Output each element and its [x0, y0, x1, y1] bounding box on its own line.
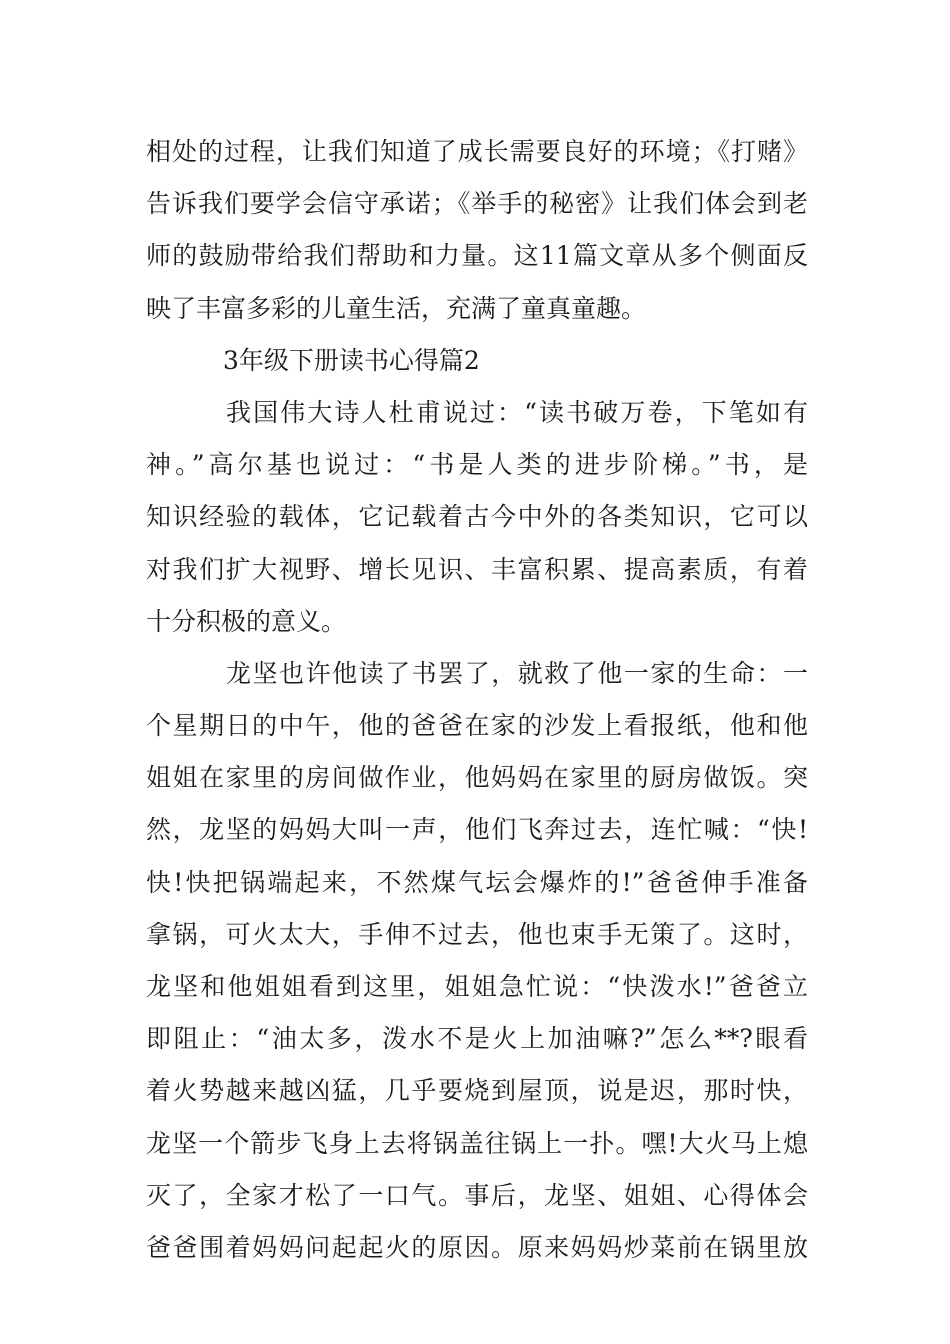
text-line: 知识经验的载体，它记载着古今中外的各类知识，它可以	[146, 502, 808, 532]
text-line: 爸爸围着妈妈问起起火的原因。原来妈妈炒菜前在锅里放	[146, 1232, 808, 1262]
paragraph-first-line: 龙坚也许他读了书罢了，就救了他一家的生命：一	[226, 658, 808, 688]
text-line: 师的鼓励带给我们帮助和力量。这11篇文章从多个侧面反	[146, 241, 808, 271]
text-line: 拿锅，可火太大，手伸不过去，他也束手无策了。这时，	[146, 919, 808, 949]
text-line: 龙坚和他姐姐看到这里，姐姐急忙说：“快泼水!”爸爸立	[146, 972, 808, 1001]
document-body	[146, 126, 808, 1274]
paragraph-first-line: 我国伟大诗人杜甫说过：“读书破万卷，下笔如有	[226, 397, 808, 427]
section-heading: 3年级下册读书心得篇2	[223, 345, 480, 375]
text-line: 对我们扩大视野、增长见识、丰富积累、提高素质，有着	[146, 554, 808, 584]
text-line: 灭了，全家才松了一口气。事后，龙坚、姐姐、心得体会	[146, 1180, 808, 1210]
text-line: 个星期日的中午，他的爸爸在家的沙发上看报纸，他和他	[146, 711, 808, 741]
paragraph-last-line: 映了丰富多彩的儿童生活，充满了童真童趣。	[146, 293, 647, 323]
text-line: 即阻止：“油太多，泼水不是火上加油嘛?”怎么**?眼看	[146, 1024, 808, 1054]
text-line: 告诉我们要学会信守承诺；《举手的秘密》让我们体会到老	[146, 189, 808, 219]
text-line: 然，龙坚的妈妈大叫一声，他们飞奔过去，连忙喊：“快!	[146, 815, 808, 845]
text-line: 姐姐在家里的房间做作业，他妈妈在家里的厨房做饭。突	[146, 763, 808, 793]
paragraph-last-line: 十分积极的意义。	[146, 606, 347, 636]
text-line: 快!快把锅端起来，不然煤气坛会爆炸的!”爸爸伸手准备	[146, 867, 808, 897]
text-line: 着火势越来越凶猛，几乎要烧到屋顶，说是迟，那时快，	[146, 1076, 808, 1106]
text-line: 龙坚一个箭步飞身上去将锅盖往锅上一扑。嘿!大火马上熄	[146, 1128, 808, 1158]
text-line: 相处的过程，让我们知道了成长需要良好的环境；《打赌》	[146, 137, 808, 166]
text-line: 神。”高尔基也说过：“书是人类的进步阶梯。”书，是	[146, 450, 808, 480]
